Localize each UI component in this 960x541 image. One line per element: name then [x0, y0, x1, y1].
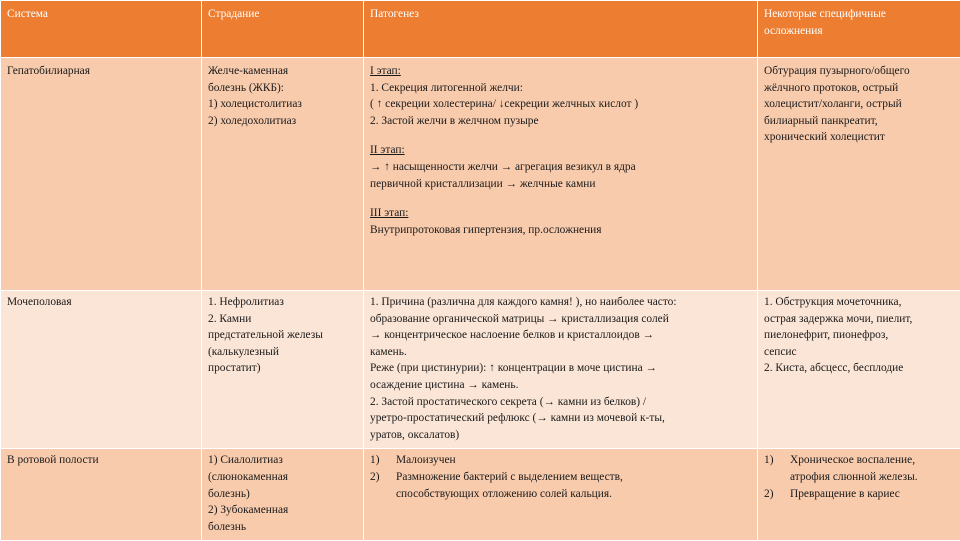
table-row: [1, 449, 960, 541]
table-row: [1, 58, 960, 291]
system-cell: В ротовой полости: [1, 449, 202, 541]
header-pathogenesis: Патогенез: [364, 1, 758, 58]
list-item: 2) Превращение в кариес: [764, 486, 954, 503]
header-disease: Страдание: [202, 1, 364, 58]
numbered-list: [764, 452, 954, 502]
list-item: 1) Хроническое воспаление, атрофия слюнной железы.: [764, 452, 954, 485]
stage-title: III этап:: [370, 205, 751, 222]
table-row: [1, 291, 960, 449]
stage-title: I этап:: [370, 63, 751, 80]
list-item: 1) Малоизучен: [370, 452, 751, 469]
stage-title: II этап:: [370, 142, 751, 159]
pathogenesis-cell: 1. Причина (различна для каждого камня! ), но наиболее часто: образование органической матрицы → кристаллизация солей → концентрическое наслоение белков и кристаллоидов → камень. Реже (при цистинурии): ↑ концентрации в моче цистина → осаждение цистина → камень. 2. Застой простатического секрета (→ камни из белков) / уретро-простатический рефлюкс (→ камни из мочевой к-ты, уратов, оксалатов): [364, 291, 758, 449]
disease-cell: 1) Сиалолитиаз (слюнокаменная болезнь) 2) Зубокаменная болезнь: [202, 449, 364, 541]
header-system: Система: [1, 1, 202, 58]
numbered-list: [370, 452, 751, 502]
pathogenesis-cell: [364, 449, 758, 541]
system-cell: Гепатобилиарная: [1, 58, 202, 291]
pathogenesis-cell: I этап: 1. Секреция литогенной желчи: ( ↑ секреции холестерина/ ↓секреции желчных кислот ) 2. Застой желчи в желчном пузыре II этап: → ↑ насыщенности желчи → агрегация везикул в ядра первичной кристаллизации → желчные камни III этап: Внутрипротоковая гипертензия, пр.осложнения: [364, 58, 758, 291]
header-row: [1, 1, 960, 58]
complications-cell: 1. Обструкция мочеточника, острая задержка мочи, пиелит, пиелонефрит, пионефроз, сепсис 2. Киста, абсцесс, бесплодие: [758, 291, 960, 449]
complications-cell: [758, 449, 960, 541]
system-cell: Мочеполовая: [1, 291, 202, 449]
complications-cell: Обтурация пузырного/общего жёлчного протоков, острый холецистит/холанги, острый билиарный панкреатит, хронический холецистит: [758, 58, 960, 291]
list-item: 2) Размножение бактерий с выделением веществ, способствующих отложению солей кальция.: [370, 469, 751, 502]
header-complications: Некоторые специфичные осложнения: [758, 1, 960, 58]
disease-cell: 1. Нефролитиаз 2. Камни предстательной железы (калькулезный простатит): [202, 291, 364, 449]
disease-cell: Желче-каменная болезнь (ЖКБ): 1) холецистолитиаз 2) холедохолитиаз: [202, 58, 364, 291]
